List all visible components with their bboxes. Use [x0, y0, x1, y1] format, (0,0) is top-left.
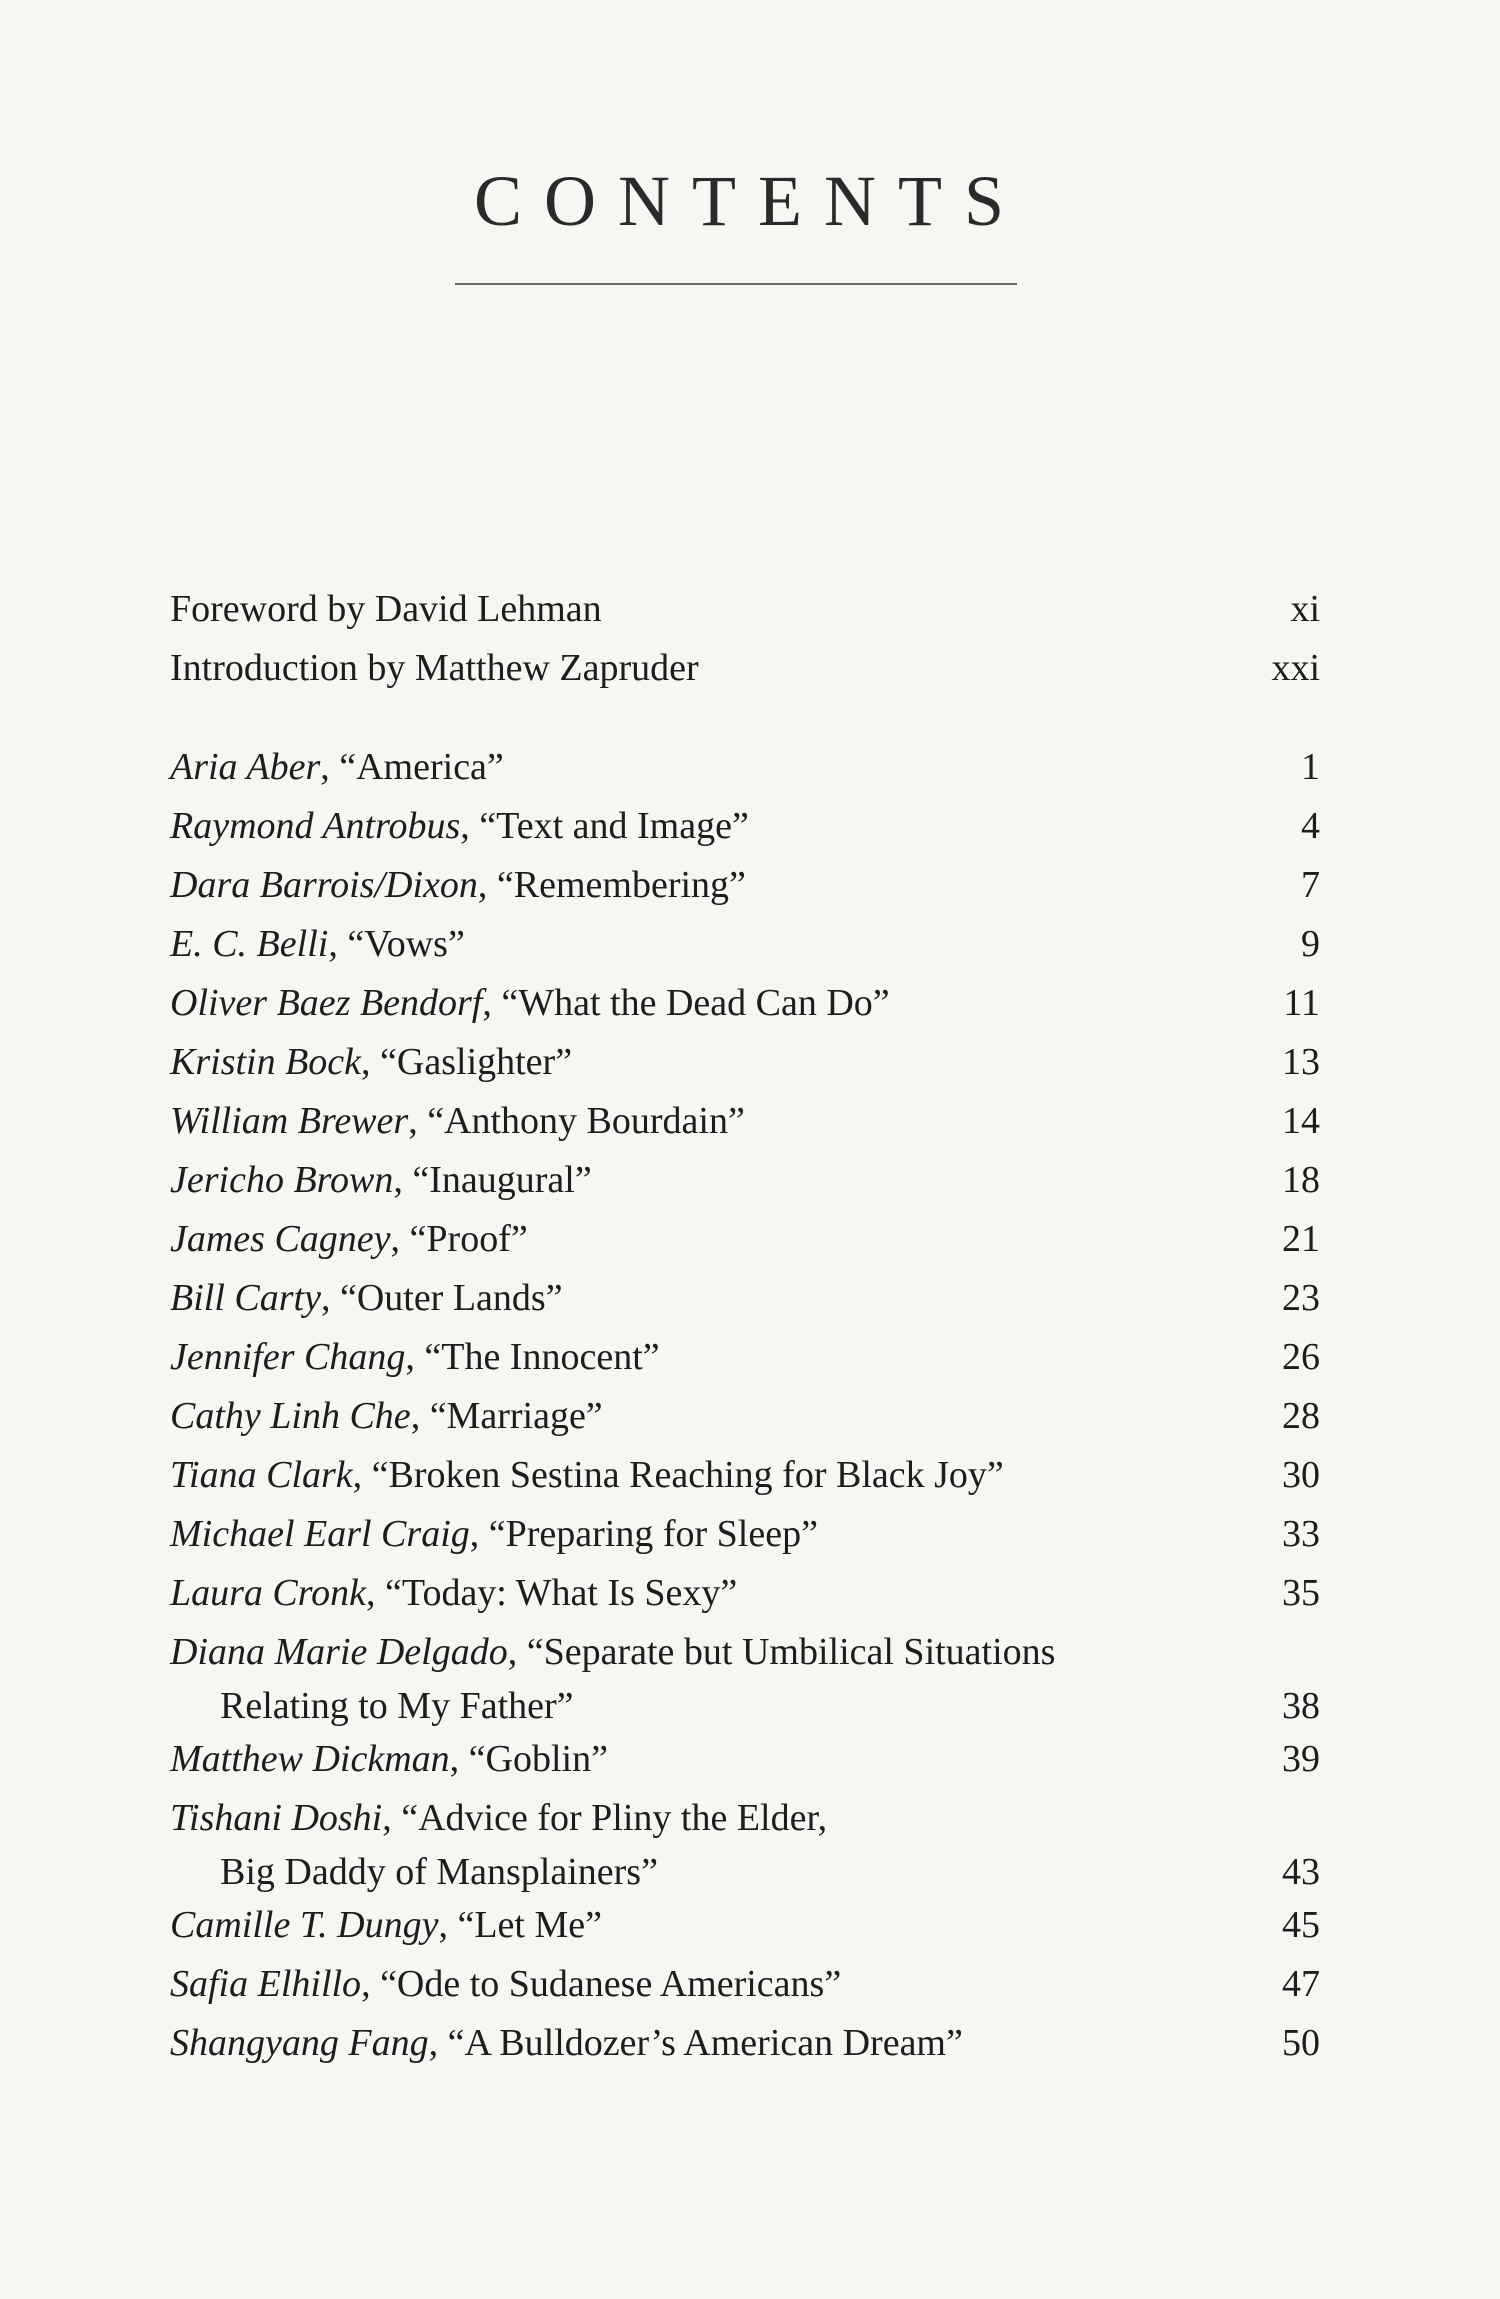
toc-entry-line — [170, 1623, 1130, 1682]
toc-entry-line — [170, 1092, 1130, 1151]
toc-entry-text — [170, 1623, 1130, 1730]
toc-entry-line — [170, 1210, 1130, 1269]
toc-page-number: 13 — [1282, 1041, 1320, 1083]
toc-page-number: 33 — [1282, 1513, 1320, 1555]
toc-page-number: 9 — [1301, 923, 1320, 965]
toc-entry-text — [170, 1328, 1130, 1387]
toc-page-number: 23 — [1282, 1277, 1320, 1319]
separator: , — [361, 1963, 381, 2005]
toc-entry-row — [170, 1328, 1320, 1387]
toc-entry-text — [170, 1564, 1130, 1623]
poet-name: E. C. Belli — [170, 923, 329, 965]
toc-entry-row — [170, 797, 1320, 856]
poem-title: “Broken Sestina Reaching for Black Joy” — [371, 1454, 1004, 1496]
separator: , — [390, 1218, 410, 1260]
toc-entry-text: Introduction by Matthew Zapruder — [170, 647, 699, 689]
separator: , — [460, 805, 480, 847]
toc-entry-row — [170, 1505, 1320, 1564]
poem-title: “Separate but Umbilical Situations — [526, 1631, 1056, 1673]
title-rule — [455, 283, 1017, 285]
toc-entry-line — [170, 1033, 1130, 1092]
toc-entry-line — [170, 915, 1130, 974]
toc-entry-text — [170, 1151, 1130, 1210]
poet-name: Matthew Dickman — [170, 1738, 450, 1780]
toc-page-number: 39 — [1282, 1738, 1320, 1780]
poem-title: “Marriage” — [429, 1395, 603, 1437]
separator: , — [482, 982, 502, 1024]
poet-name: Shangyang Fang — [170, 2022, 429, 2064]
separator: , — [366, 1572, 386, 1614]
toc-entry-text — [170, 1269, 1130, 1328]
toc-entry-text — [170, 974, 1130, 1033]
separator: , — [405, 1336, 425, 1378]
separator: , — [438, 1904, 458, 1946]
poet-name: Aria Aber — [170, 746, 321, 788]
separator: , — [469, 1513, 489, 1555]
poem-title: “What the Dead Can Do” — [501, 982, 890, 1024]
poem-title: “Advice for Pliny the Elder, — [401, 1797, 828, 1839]
poem-title-continuation: Relating to My Father” — [220, 1685, 574, 1727]
toc-entry-text — [170, 797, 1130, 856]
toc-page-number: 26 — [1282, 1336, 1320, 1378]
poet-name: Raymond Antrobus — [170, 805, 461, 847]
poem-title: “The Innocent” — [424, 1336, 660, 1378]
toc-entry-row — [170, 1151, 1320, 1210]
toc-entry-row — [170, 1387, 1320, 1446]
poet-name: Tishani Doshi — [170, 1797, 383, 1839]
toc-entry-text — [170, 1730, 1130, 1789]
toc-entry-text — [170, 1033, 1130, 1092]
toc-page-number: xi — [1290, 588, 1320, 630]
toc-page-number: 43 — [1282, 1851, 1320, 1893]
poet-name: Kristin Bock — [170, 1041, 362, 1083]
toc-entry-text — [170, 738, 1130, 797]
toc-entry-text — [170, 1505, 1130, 1564]
poet-name: Tiana Clark — [170, 1454, 353, 1496]
poem-title: “Let Me” — [457, 1904, 602, 1946]
toc-entry-text — [170, 915, 1130, 974]
poet-name: Safia Elhillo — [170, 1963, 362, 2005]
toc-entry-text — [170, 1896, 1130, 1955]
toc-entry-row — [170, 1789, 1320, 1896]
separator: , — [352, 1454, 372, 1496]
toc-entry-line — [170, 1151, 1130, 1210]
separator: , — [361, 1041, 381, 1083]
poet-name: Camille T. Dungy — [170, 1904, 439, 1946]
page-title: CONTENTS — [474, 161, 1026, 241]
toc-page-number: 30 — [1282, 1454, 1320, 1496]
poem-title-continuation: Big Daddy of Mansplainers” — [220, 1851, 658, 1893]
toc-entry-row — [170, 1269, 1320, 1328]
toc-entry-row — [170, 1623, 1320, 1730]
poem-title: “A Bulldozer’s American Dream” — [447, 2022, 963, 2064]
toc-page-number: 4 — [1301, 805, 1320, 847]
separator: , — [328, 923, 348, 965]
toc-entry-line — [170, 1789, 1130, 1848]
toc-entry-line — [170, 2014, 1130, 2073]
toc-entry-row — [170, 2014, 1320, 2073]
toc-entry-line — [170, 856, 1130, 915]
toc-entry-line — [170, 1896, 1130, 1955]
toc-entry-text — [170, 1210, 1130, 1269]
toc-page-number: 35 — [1282, 1572, 1320, 1614]
toc-entry-line — [170, 1328, 1130, 1387]
toc-page-number: 50 — [1282, 2022, 1320, 2064]
poem-title: “America” — [339, 746, 504, 788]
toc-entry-text — [170, 1446, 1130, 1505]
toc-entry-line — [170, 1446, 1130, 1505]
poet-name: Jennifer Chang — [170, 1336, 406, 1378]
toc-entry-text — [170, 1955, 1130, 2014]
toc-entry-row — [170, 1092, 1320, 1151]
section-gap — [170, 698, 1320, 738]
toc-entry-row — [170, 1564, 1320, 1623]
toc-entry-text — [170, 1789, 1130, 1896]
toc-page-number: 28 — [1282, 1395, 1320, 1437]
toc-page-number: 14 — [1282, 1100, 1320, 1142]
toc-entry-row — [170, 738, 1320, 797]
poem-title: “Ode to Sudanese Americans” — [380, 1963, 842, 2005]
separator: , — [408, 1100, 428, 1142]
separator: , — [428, 2022, 448, 2064]
poet-name: Laura Cronk — [170, 1572, 367, 1614]
poem-title: “Remembering” — [496, 864, 746, 906]
toc-page-number: 1 — [1301, 746, 1320, 788]
toc-entry-row — [170, 1896, 1320, 1955]
poet-name: Michael Earl Craig — [170, 1513, 470, 1555]
poem-title: “Gaslighter” — [380, 1041, 573, 1083]
separator: , — [382, 1797, 402, 1839]
poet-name: Jericho Brown — [170, 1159, 394, 1201]
separator: , — [410, 1395, 430, 1437]
toc-entry-row — [170, 974, 1320, 1033]
toc-entry-line — [170, 1955, 1130, 2014]
poet-name: Dara Barrois/Dixon — [170, 864, 478, 906]
toc-entry-line — [170, 974, 1130, 1033]
toc-page-number: xxi — [1271, 647, 1320, 689]
toc-entry-line — [170, 1564, 1130, 1623]
separator: , — [477, 864, 497, 906]
toc-entry-row — [170, 1033, 1320, 1092]
poet-name: Cathy Linh Che — [170, 1395, 411, 1437]
toc-page-number: 7 — [1301, 864, 1320, 906]
poet-name: James Cagney — [170, 1218, 391, 1260]
toc-entry-text — [170, 1387, 1130, 1446]
toc-entry-line — [170, 1387, 1130, 1446]
poem-title: “Anthony Bourdain” — [427, 1100, 745, 1142]
poem-title: “Preparing for Sleep” — [488, 1513, 818, 1555]
toc-entry-row — [170, 856, 1320, 915]
poet-name: Oliver Baez Bendorf — [170, 982, 483, 1024]
separator: , — [320, 1277, 340, 1319]
toc-entry-text — [170, 1092, 1130, 1151]
toc-front-matter-row — [170, 580, 1320, 639]
poet-name: Bill Carty — [170, 1277, 321, 1319]
toc-entry-line — [170, 797, 1130, 856]
toc-page-number: 21 — [1282, 1218, 1320, 1260]
toc-entry-line — [170, 1505, 1130, 1564]
poet-name: William Brewer — [170, 1100, 409, 1142]
toc-entry-row — [170, 1730, 1320, 1789]
toc-entry-text — [170, 2014, 1130, 2073]
poem-title: “Text and Image” — [479, 805, 749, 847]
separator: , — [449, 1738, 469, 1780]
toc-entry-line — [170, 1730, 1130, 1789]
toc-entry-row — [170, 1446, 1320, 1505]
table-of-contents — [170, 580, 1320, 2073]
poem-title: “Proof” — [409, 1218, 528, 1260]
toc-page-number: 11 — [1283, 982, 1320, 1024]
toc-entry-text — [170, 856, 1130, 915]
separator: , — [507, 1631, 527, 1673]
toc-page-number: 47 — [1282, 1963, 1320, 2005]
toc-page-number: 18 — [1282, 1159, 1320, 1201]
toc-entry-row — [170, 1955, 1320, 2014]
poem-title: “Inaugural” — [412, 1159, 592, 1201]
poet-name: Diana Marie Delgado — [170, 1631, 508, 1673]
toc-page-number: 38 — [1282, 1685, 1320, 1727]
toc-entry-row — [170, 915, 1320, 974]
toc-front-matter-row — [170, 639, 1320, 698]
poem-title: “Outer Lands” — [339, 1277, 563, 1319]
poem-title: “Vows” — [347, 923, 465, 965]
toc-entry-line — [170, 738, 1130, 797]
toc-entry-line — [170, 1269, 1130, 1328]
poem-title: “Goblin” — [468, 1738, 608, 1780]
toc-entry-text: Foreword by David Lehman — [170, 588, 602, 630]
toc-page-number: 45 — [1282, 1904, 1320, 1946]
toc-entry-list — [170, 738, 1320, 2073]
toc-entry-row — [170, 1210, 1320, 1269]
separator: , — [393, 1159, 413, 1201]
separator: , — [320, 746, 340, 788]
poem-title: “Today: What Is Sexy” — [385, 1572, 738, 1614]
